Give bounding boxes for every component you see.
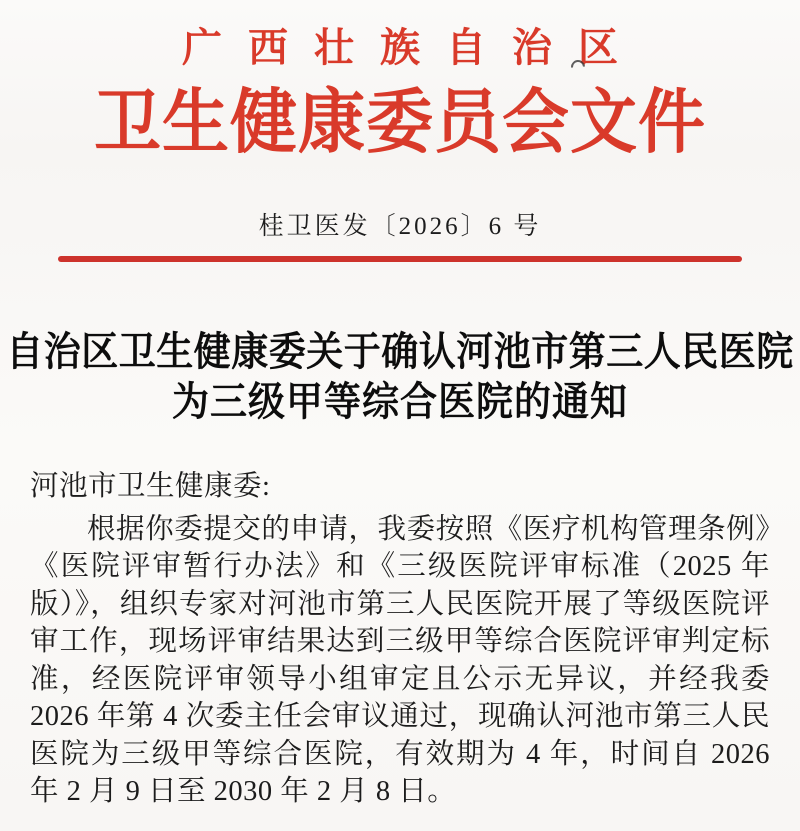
letterhead: [0, 0, 800, 162]
document-title: [0, 328, 800, 428]
issuing-region-name: 广西壮族自治区: [182, 25, 644, 70]
document-number: 桂卫医发〔2026〕6 号: [258, 213, 542, 241]
document-title-line1: 自治区卫生健康委关于确认河池市第三人民医院: [6, 330, 794, 375]
issuing-agency-title: 卫生健康委员会文件: [94, 84, 706, 162]
document-title-line2: 为三级甲等综合医院的通知: [172, 380, 628, 425]
salutation-line: 河池市卫生健康委:: [30, 471, 271, 503]
body-paragraph: 根据你委提交的申请，我委按照《医疗机构管理条例》《医院评审暂行办法》和《三级医院评审标准（2025 年版）》，组织专家对河池市第三人民医院开展了等级医院评审工作，现场评审结果达到三级甲等综合医院评审判定标准，经医院评审领导小组审定且公示无异议，并经我委 2026 年第 4 次委主任会审议通过，现确认河池市第三人民医院为三级甲等综合医院，有效期为 4 年，时间自 2026 年 2 月 9 日至 2030 年 2 月 8 日。: [30, 513, 770, 808]
red-separator-rule: [58, 256, 742, 262]
document-body: [30, 468, 770, 811]
